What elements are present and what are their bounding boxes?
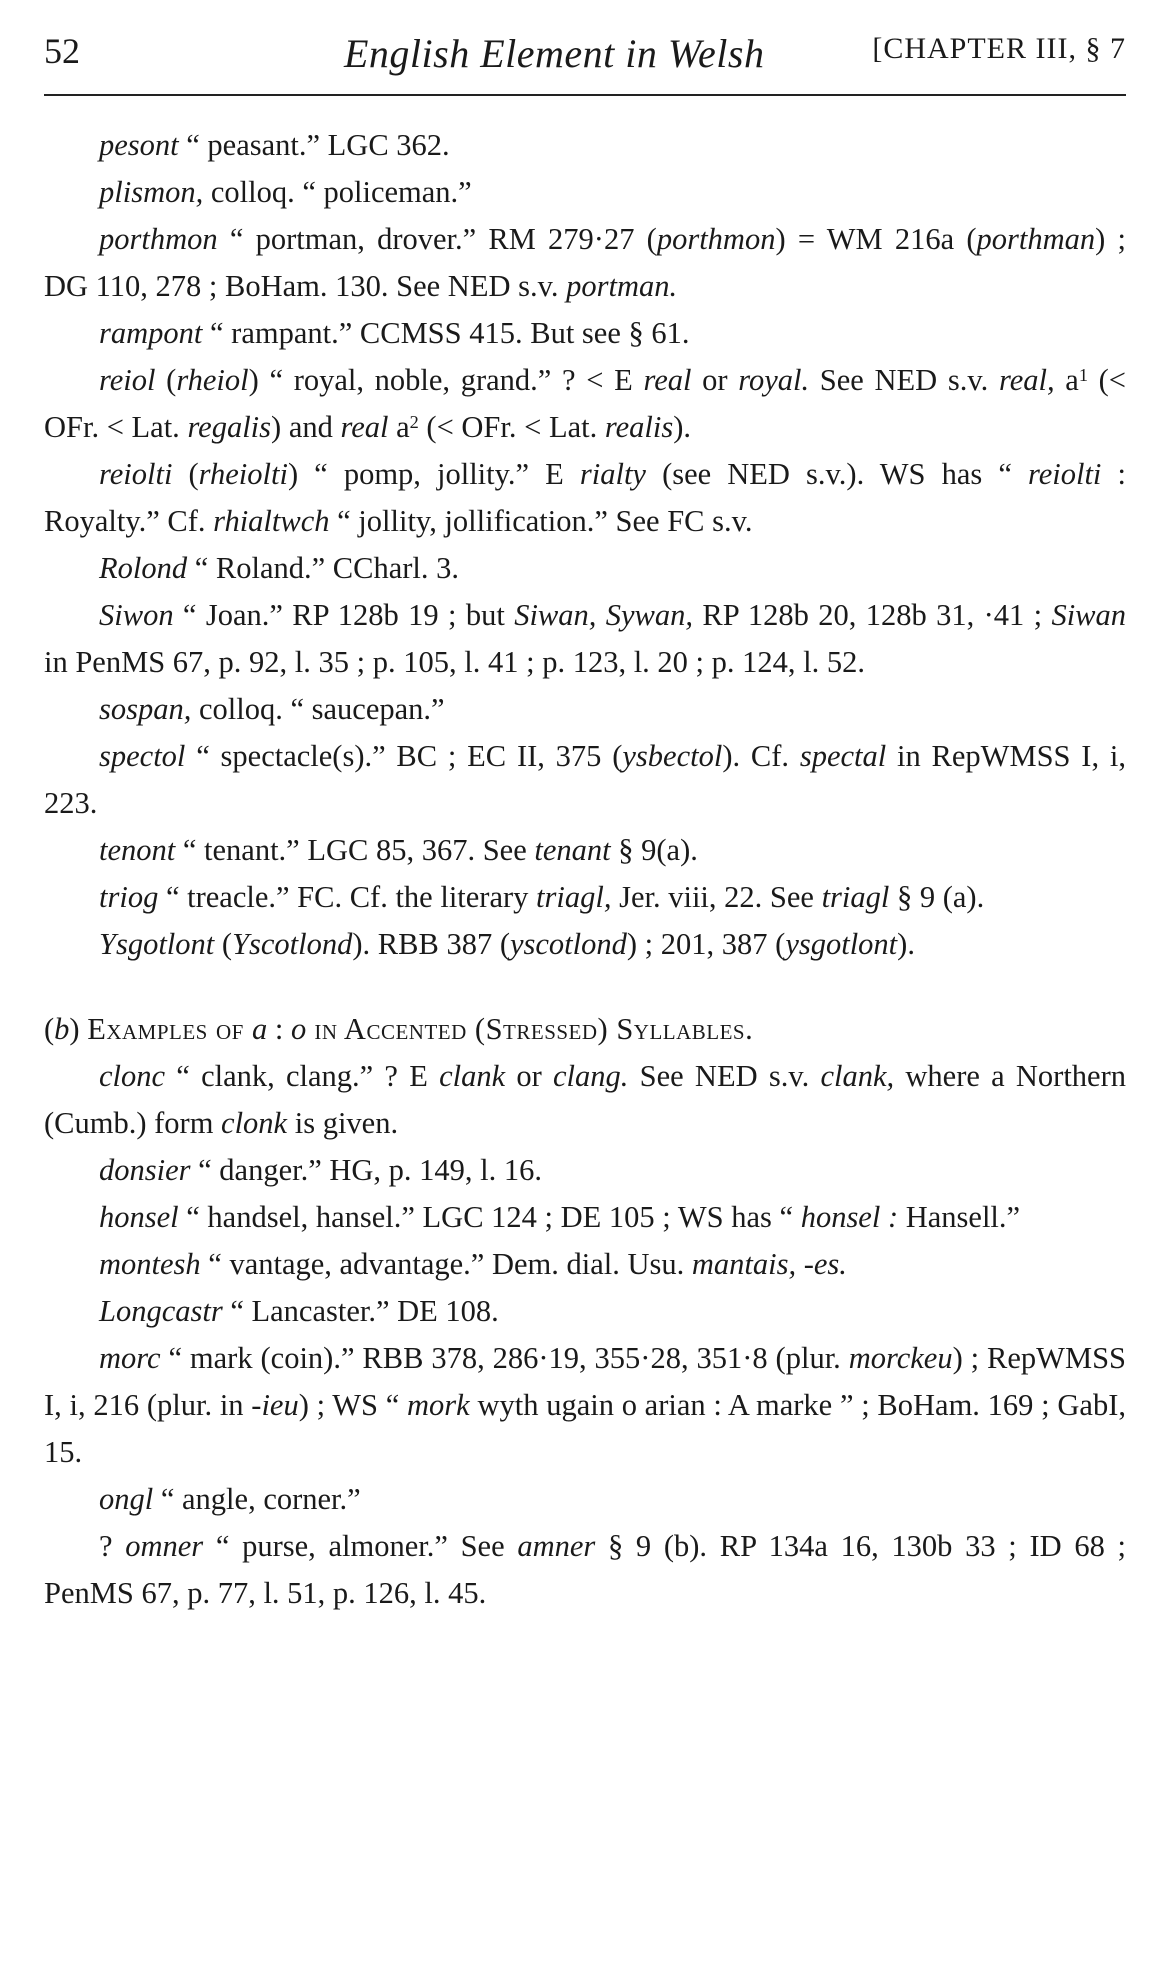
entry-tenont: tenont “ tenant.” LGC 85, 367. See tenant § 9(a). <box>99 833 698 867</box>
chapter-reference: [CHAPTER III, § 7 <box>872 32 1126 65</box>
page-number: 52 <box>44 31 80 71</box>
header-rule <box>44 94 1126 96</box>
entry-ongl: ongl “ angle, corner.” <box>99 1482 361 1516</box>
section-gap <box>44 968 1126 1006</box>
entry-reiolti: reiolti (rheiolti) “ pomp, jollity.” E rialty (see NED s.v.). WS has “ reiolti : Royalty.” Cf. rhialtwch “ jollity, jollification.” See FC s.v. <box>44 457 1126 538</box>
entry-siwon: Siwon “ Joan.” RP 128b 19 ; but Siwan, Sywan, RP 128b 20, 128b 31, ·41 ; Siwan in PenMS 67, p. 92, l. 35 ; p. 105, l. 41 ; p. 123, l. 20 ; p. 124, l. 52. <box>44 598 1127 679</box>
entry-porthmon: porthmon “ portman, drover.” RM 279·27 (porthmon) = WM 216a (porthman) ; DG 110, 278 ; BoHam. 130. See NED s.v. portman. <box>44 222 1126 303</box>
page-body <box>44 122 1126 1617</box>
entry-montesh: montesh “ vantage, advantage.” Dem. dial. Usu. mantais, -es. <box>99 1247 847 1281</box>
entry-morc: morc “ mark (coin).” RBB 378, 286·19, 355·28, 351·8 (plur. morckeu) ; RepWMSS I, i, 216 (plur. in -ieu) ; WS “ mork wyth ugain o arian : A marke ” ; BoHam. 169 ; GabI, 15. <box>44 1341 1127 1469</box>
entry-omner: ? omner “ purse, almoner.” See amner § 9 (b). RP 134a 16, 130b 33 ; ID 68 ; PenMS 67, p. 77, l. 51, p. 126, l. 45. <box>44 1529 1127 1610</box>
entry-ysgotlont: Ysgotlont (Yscotlond). RBB 387 (yscotlond) ; 201, 387 (ysgotlont). <box>99 927 915 961</box>
entry-pesont: pesont “ peasant.” LGC 362. <box>99 128 450 162</box>
entry-donsier: donsier “ danger.” HG, p. 149, l. 16. <box>99 1153 543 1187</box>
section-b-heading: (b) Examples of a : o in Accented (Stressed) Syllables. <box>44 1012 754 1046</box>
entry-clonc: clonc “ clank, clang.” ? E clank or clang. See NED s.v. clank, where a Northern (Cumb.) form clonk is given. <box>44 1059 1126 1140</box>
entry-sospan: sospan, colloq. “ saucepan.” <box>99 692 445 726</box>
entry-reiol: reiol (rheiol) “ royal, noble, grand.” ? < E real or royal. See NED s.v. real, $a^1$ (< OFr. < Lat. regalis) and real $a^2$ (< OFr. < Lat. realis). <box>44 363 1126 444</box>
entry-spectol: spectol “ spectacle(s).” BC ; EC II, 375 (ysbectol). Cf. spectal in RepWMSS I, i, 223. <box>44 739 1126 820</box>
page-header <box>44 30 1126 86</box>
entry-longcastr: Longcastr “ Lancaster.” DE 108. <box>99 1294 499 1328</box>
entry-plismon: plismon, colloq. “ policeman.” <box>99 175 472 209</box>
entry-honsel: honsel “ handsel, hansel.” LGC 124 ; DE 105 ; WS has “ honsel : Hansell.” <box>99 1200 1021 1234</box>
entry-rampont: rampont “ rampant.” CCMSS 415. But see § 61. <box>99 316 690 350</box>
running-title: English Element in Welsh <box>344 31 765 76</box>
entry-rolond: Rolond “ Roland.” CCharl. 3. <box>99 551 460 585</box>
entry-triog: triog “ treacle.” FC. Cf. the literary triagl, Jer. viii, 22. See triagl § 9 (a). <box>99 880 985 914</box>
